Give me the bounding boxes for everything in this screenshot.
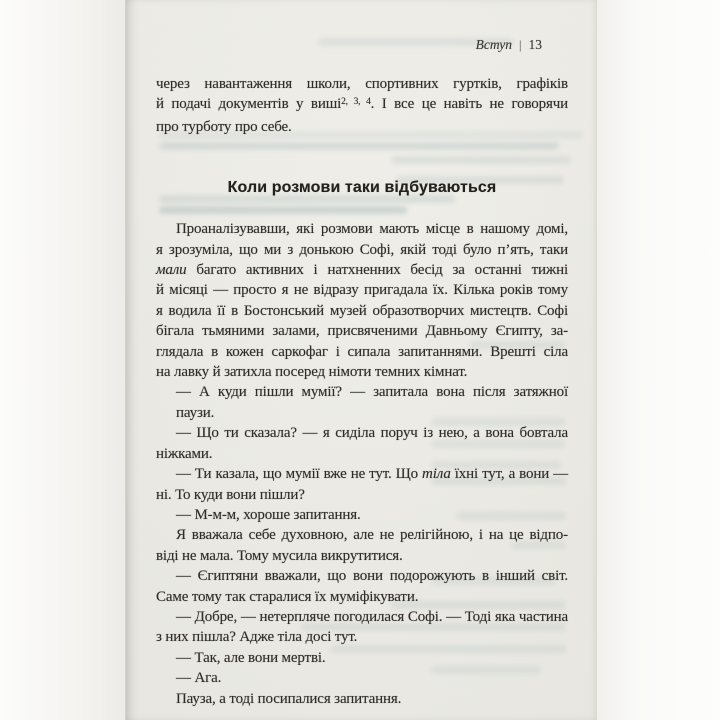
paragraph [156,648,568,668]
paragraph [156,525,568,566]
text-line: я водила її в Бостонський музей образотворчих мистецтв. Софі [156,302,568,319]
text-line: я зрозуміла, що ми з донькою Софі, якій тоді було п’ять, таки [156,241,568,258]
text-line: — М-м-м, хороше запитання. [176,506,361,523]
intro-paragraphs [156,74,568,137]
section-heading: Коли розмови таки відбуваються [227,179,497,197]
text-line: бігала тьмяними залами, присвяченими Давньому Єгипту, за- [156,323,568,340]
paragraph [156,566,568,607]
text-line: — Ти казала, що мумії вже не тут. Що тіла їхні тут, а вони — [176,466,568,483]
book-page [125,0,597,720]
text-line: через навантаження школи, спортивних гуртків, графіків [156,76,568,92]
paragraph [156,689,568,709]
text-line: Пауза, а тоді посипалися запитання. [176,690,402,707]
photo-background-right [595,0,720,720]
page-number: 13 [528,37,542,52]
paragraph [156,423,568,464]
text-line: — А куди пішли мумії? — запитала вона після затяжної паузи. [176,384,568,421]
photo-background-left [0,0,125,720]
text-line: — Єгиптяни вважали, що вони подорожують в інший світ. [176,568,568,585]
text-line: з них пішла? Адже тіла досі тут. [156,629,358,646]
text-line: мали багато активних і натхненних бесід за останні тижні [156,262,568,279]
text-line: — Ага. [176,670,222,687]
text-line: й місяці — просто я не відразу пригадала їх. Кілька років тому [156,282,568,299]
text-line: — Так, але вони мертві. [176,649,326,666]
paragraph [156,464,568,505]
text-line: про турботу про себе. [156,118,292,135]
text-line: ніжками. [156,445,213,462]
text-line: — Добре, — нетерпляче погодилася Софі. — Тоді яка частина [176,608,568,625]
paragraph [156,668,568,688]
paragraph [156,219,568,382]
text-line: Саме тому так старалися їх муміфікувати. [156,588,419,605]
chapter-title: Вступ [475,37,512,52]
text-line: — Що ти сказала? — я сиділа поруч із нею, а вона бовтала [176,425,568,442]
section-paragraphs [156,219,568,709]
text-block [156,0,568,709]
paragraph [156,382,568,423]
text-line: Я вважала себе духовною, але не релігійною, і на це відпо- [176,527,568,544]
text-line: глядала в кожен саркофаг і сипала запитаннями. Врешті сіла [156,343,568,360]
paragraph [156,505,568,525]
text-line: на лавку й затихла посеред німоти темних кімнат. [156,364,468,381]
paragraph [156,607,568,648]
text-line: Проаналізувавши, які розмови мають місце в нашому домі, [176,221,568,238]
body-text [156,0,568,709]
text-line: ні. То куди вони пішли? [156,486,305,503]
text-line: віді не мала. Тому мусила викрутитися. [156,547,403,564]
paragraph [156,74,568,137]
text-line: й подачі документів у виші$^{2, 3, 4}$. І все це навіть не говорячи [156,96,568,113]
header-divider: | [518,38,522,52]
